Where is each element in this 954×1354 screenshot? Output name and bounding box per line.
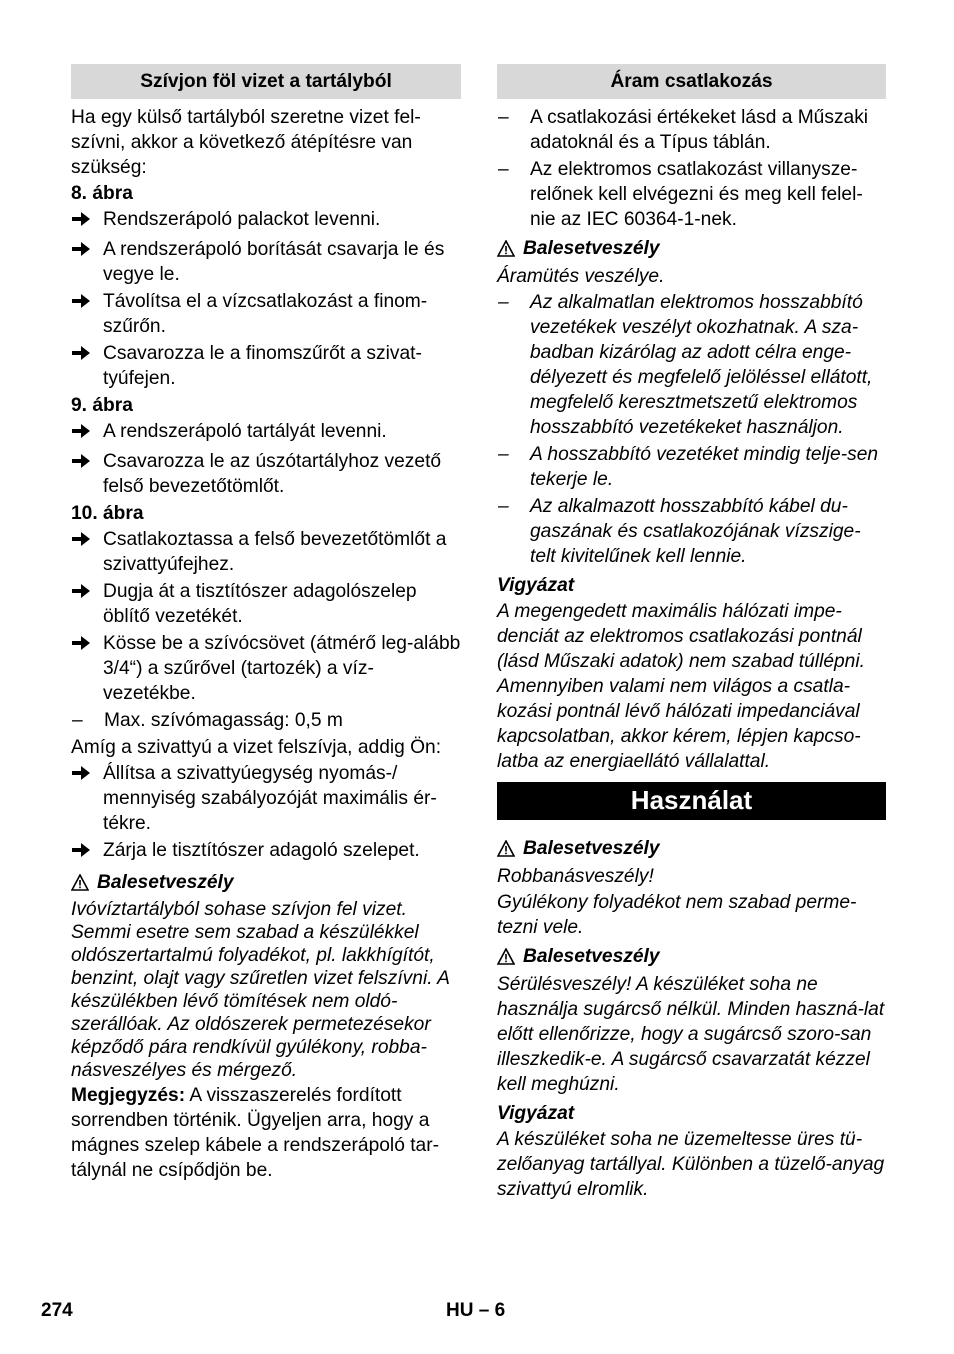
dash-item: – A csatlakozási értékeket lásd a Műszaki adatoknál és a Típus táblán. — [498, 107, 869, 153]
step-item: Kösse be a szívócsövet (átmérő leg-alább 3/4“) a szűrővel (tartozék) a víz-vezetékbe. — [71, 631, 461, 706]
dash-marker: – — [498, 496, 509, 517]
figure-9-steps — [71, 419, 461, 499]
arrow-right-icon — [71, 579, 103, 629]
warning-heading: Balesetveszély — [71, 870, 461, 895]
arrow-right-icon — [71, 761, 103, 836]
dash-item: – Az alkalmazott hosszabbító kábel du-gaszának és csatlakozójának vízszige-telt kivitelűnek kell lennie. — [498, 496, 861, 567]
warning-text: Robbanásveszély! — [497, 866, 654, 887]
caution-text: A készüléket soha ne üzemeltesse üres tü-zelőanyag tartállyal. Különben a tüzelő-anyag szivattyú elromlik. — [497, 1129, 885, 1200]
warning-triangle-icon — [497, 948, 515, 965]
step-item: Csatlakoztassa a felső bevezetőtömlőt a szivattyúfejhez. — [71, 527, 461, 577]
chapter-heading-usage: Használat — [497, 782, 886, 820]
step-item: Csavarozza le az úszótartályhoz vezető felső bevezetőtömlőt. — [71, 449, 461, 499]
arrow-right-icon — [71, 527, 103, 577]
dash-marker: – — [498, 444, 509, 465]
figure-8-steps — [71, 207, 461, 391]
caution-heading: Vigyázat — [497, 575, 575, 596]
warning-text: Ivóvíztartályból sohase szívjon fel vizet. Semmi esetre sem szabad a készülékkel oldószertartalmú folyadékot, pl. lakkhígítót, benzint, olajt vagy szűretlen vizet felszívni. A készülékben lévő tömítések nem oldó-szerállóak. Az oldószerek permetezésekor képződő pára rendkívül gyúlékony, robba-násveszélyes és mérgező. — [71, 899, 450, 1081]
step-item: A rendszerápoló borítását csavarja le és vegye le. — [71, 237, 461, 287]
warning-heading: Balesetveszély — [497, 236, 886, 261]
step-item: Csavarozza le a finomszűrőt a szivat-tyúfejen. — [71, 341, 461, 391]
step-item: Távolítsa el a vízcsatlakozást a finom-szűrőn. — [71, 289, 461, 339]
step-item: Rendszerápoló palackot levenni. — [71, 207, 461, 235]
note-label: Megjegyzés: — [71, 1085, 186, 1106]
intro-paragraph: Ha egy külső tartályból szeretne vizet fel-szívni, akkor a következő átépítésre van szükség: — [71, 107, 421, 178]
left-column — [71, 64, 461, 1184]
section-heading-water-suction: Szívjon föl vizet a tartályból — [71, 64, 461, 99]
arrow-right-icon — [71, 341, 103, 391]
dash-marker: – — [498, 292, 509, 313]
while-text: Amíg a szivattyú a vizet felszívja, addig Ön: — [71, 737, 442, 758]
dash-item: – Az elektromos csatlakozást villanysze-relőnek kell elvégezni és meg kell felel-nie az IEC 60364-1-nek. — [498, 159, 863, 230]
section-page-label: HU – 6 — [446, 1300, 506, 1321]
section-heading-power-connection: Áram csatlakozás — [497, 64, 886, 99]
arrow-right-icon — [71, 449, 103, 499]
arrow-right-icon — [71, 838, 103, 866]
arrow-right-icon — [71, 237, 103, 287]
note-paragraph — [71, 1083, 461, 1183]
warning-text: Gyúlékony folyadékot nem szabad perme-tezni vele. — [497, 892, 857, 938]
warning-triangle-icon — [71, 874, 89, 891]
step-item: A rendszerápoló tartályát levenni. — [71, 419, 461, 447]
arrow-right-icon — [71, 631, 103, 706]
arrow-right-icon — [71, 207, 103, 235]
dash-note: – Max. szívómagasság: 0,5 m — [72, 710, 343, 731]
dash-marker: – — [498, 159, 509, 180]
figure-10-label: 10. ábra — [71, 503, 144, 524]
dash-marker: – — [72, 710, 83, 731]
warning-triangle-icon — [497, 840, 515, 857]
figure-8-label: 8. ábra — [71, 183, 133, 204]
warning-text: Sérülésveszély! A készüléket soha ne használja sugárcső nélkül. Minden haszná-lat előtt ellenőrizze, hogy a sugárcső szoro-san illeszkedik-e. A sugárcső csavarzatát kézzel kell meghúzni. — [497, 974, 885, 1095]
warning-subtitle: Áramütés veszélye. — [497, 266, 665, 287]
step-item: Állítsa a szivattyúegység nyomás-/ mennyiség szabályozóját maximális ér-tékre. — [71, 761, 461, 836]
figure-9-label: 9. ábra — [71, 395, 133, 416]
caution-text: A megengedett maximális hálózati impe-denciát az elektromos csatlakozási pontnál (lásd Műszaki adatok) nem szabad túllépni. Amennyiben valami nem világos a csatla-kozási pontnál lévő hálózati impedanciával kapcsolatban, akkor kérem, lépjen kapcso-latba az energiaellátó vállalattal. — [497, 601, 865, 772]
step-item: Dugja át a tisztítószer adagolószelep öblítő vezetékét. — [71, 579, 461, 629]
arrow-right-icon — [71, 419, 103, 447]
right-column — [497, 64, 886, 1203]
warning-triangle-icon — [497, 240, 515, 257]
warning-heading: Balesetveszély — [497, 836, 886, 861]
figure-10-steps — [71, 527, 461, 706]
arrow-right-icon — [71, 289, 103, 339]
dash-item: – Az alkalmatlan elektromos hosszabbító vezetékek veszélyt okozhatnak. A sza-badban kizárólag az adott célra enge-délyezett és megfelelő jelöléssel ellátott, megfelelő keresztmetszetű elektromos hosszabbító vezetékeket használjon. — [498, 292, 873, 438]
while-steps — [71, 761, 461, 866]
dash-item: – A hosszabbító vezetéket mindig telje-sen tekerje le. — [498, 444, 879, 490]
page-number: 274 — [41, 1300, 73, 1321]
warning-heading: Balesetveszély — [497, 944, 886, 969]
note-text: A visszaszerelés fordított sorrendben történik. Ügyeljen arra, hogy a mágnes szelep kábele a rendszerápoló tar-tálynál ne csípődjön be. — [71, 1085, 439, 1181]
step-item: Zárja le tisztítószer adagoló szelepet. — [71, 838, 461, 866]
caution-heading: Vigyázat — [497, 1103, 575, 1124]
dash-marker: – — [498, 107, 509, 128]
